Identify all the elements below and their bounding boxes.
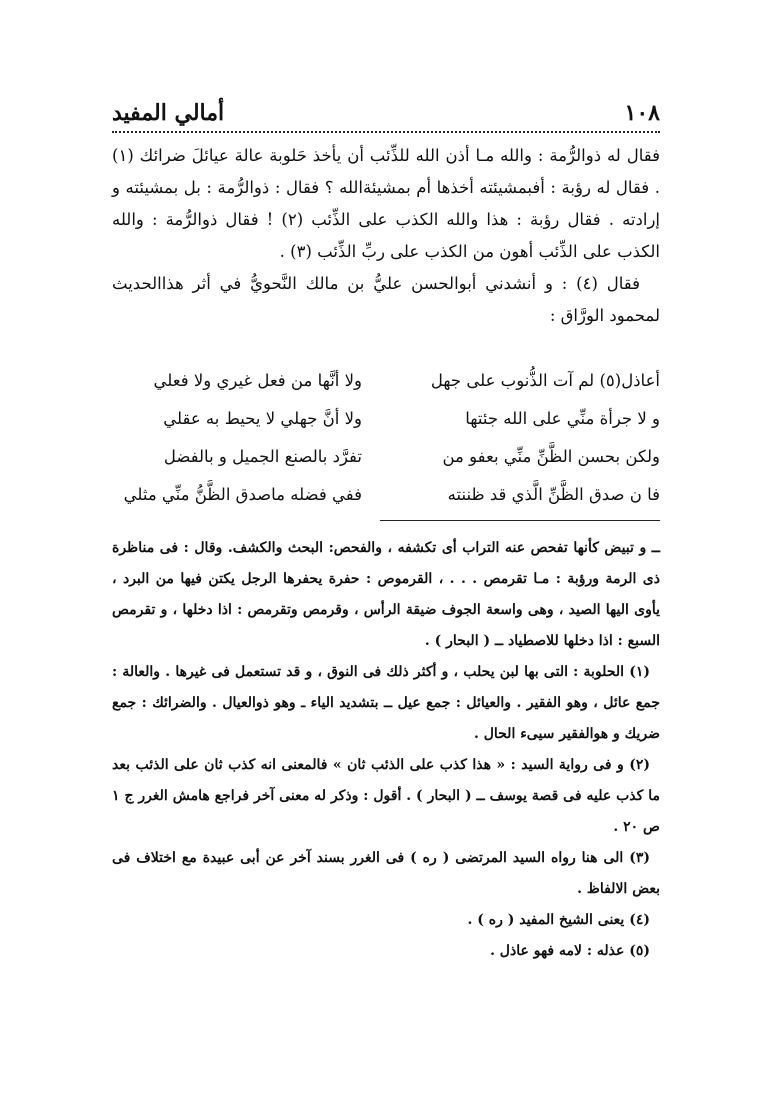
verse-3: [112, 438, 660, 476]
page-header: [112, 92, 660, 126]
paragraph-1: فقال له ذوالرُّمة : والله مـا أذن الله للذِّئب أن يأخذ حَلوبة عالة عيائلَ ضرائك (١) . فقال له رؤبة : أفبمشيئته أخذها أم بمشيئةالله ؟ فقال : ذوالرُّمة : بل بمشيئته و إرادته . فقال رؤبة : هذا والله الكذب على الذِّئب (٢) ! فقال ذوالرُّمة : والله الكذب على الذِّئب أهون من الكذب على ربِّ الذِّئب (٣) .: [112, 146, 660, 261]
verse-3-second-hemistich: تفرَّد بالصنع الجميل و بالفضل: [163, 447, 362, 466]
footnote-2: (٢) و فى رواية السيد : « هذا كذب على الذئب ثان » فالمعنى انه كذب ثان على الذئب بعد ما كذب عليه فى قصة يوسف ــ ( البحار ) . أقول : وذكر له معنى آخر فراجع هامش الغرر ج ١ ص ٢٠ .: [112, 757, 660, 835]
verse-4-second-hemistich: ففي فضله ماصدق الظَّنُّ منِّي مثلي: [123, 485, 362, 504]
footnote-5: (٥) عذله : لامه فهو عاذل .: [490, 943, 650, 959]
verse-2-second-hemistich: ولا أنَّ جهلي لا يحيط به عقلي: [163, 409, 362, 428]
verse-2-first-hemistich: و لا جرأة منِّي على الله جئتها: [465, 409, 660, 428]
verse-1-second-hemistich: ولا أنَّها من فعل غيري ولا فعلي: [153, 371, 362, 390]
verse-1: [112, 362, 660, 400]
verse-4-first-hemistich: فا ن صدق الظَّنِّ الَّذي قد ظننته: [447, 485, 660, 504]
footnote-1: (١) الحلوبة : التى بها لبن يحلب ، و أكثر ذلك فى النوق ، و قد تستعمل فى غيرها . والعالة : جمع عائل ، وهو الفقير . والعيائل : جمع عيل ــ بتشديد الياء ـ وهو ذوالعيال . والضرائك : جمع ضريك و هوالفقير سيىء الحال .: [112, 664, 660, 742]
footnote-4: (٤) يعنى الشيخ المفيد ( ره ) .: [467, 912, 650, 928]
page-number: ١٠٨: [624, 100, 660, 126]
footnotes: [112, 533, 660, 967]
footnote-3: (٣) الى هنا رواه السيد المرتضى ( ره ) فى الغرر بسند آخر عن أبى عبيدة مع اختلاف فى بعض الالفاظ .: [112, 850, 660, 897]
verse-2: [112, 400, 660, 438]
verse-3-first-hemistich: ولكن بحسن الظَّنِّ منِّي بعفو من: [442, 447, 660, 466]
verse-1-first-hemistich: أعاذل(٥) لم آت الذُّنوب على جهل: [430, 371, 660, 390]
footnote-separator: [380, 520, 660, 521]
paragraph-2: فقال (٤) : و أنشدني أبوالحسن عليُّ بن مالك النَّحويُّ في أثر هذاالحديث لمحمود الورَّاق :: [112, 274, 660, 325]
poem: [112, 362, 660, 514]
verse-4: [112, 476, 660, 514]
footnote-continuation: ــ و تبيض كأنها تفحص عنه التراب أى تكشفه ، والفحص: البحث والكشف. وقال : فى مناظرة ذى الرمة ورؤبة : مـا تقرمص . . . ، القرموص : حفرة يحفرها الرجل يكتن فيها من البرد ، يأوى اليها الصيد ، وهى واسعة الجوف ضيقة الرأس ، وقرمص وتقرمص : اذا دخلها ، و تقرمص السبع : اذا دخلها للاصطياد ــ ( البحار ) .: [112, 540, 660, 649]
header-dotted-rule: [112, 131, 660, 133]
main-text: [112, 140, 660, 332]
running-title: أمالي المفيد: [112, 100, 225, 126]
